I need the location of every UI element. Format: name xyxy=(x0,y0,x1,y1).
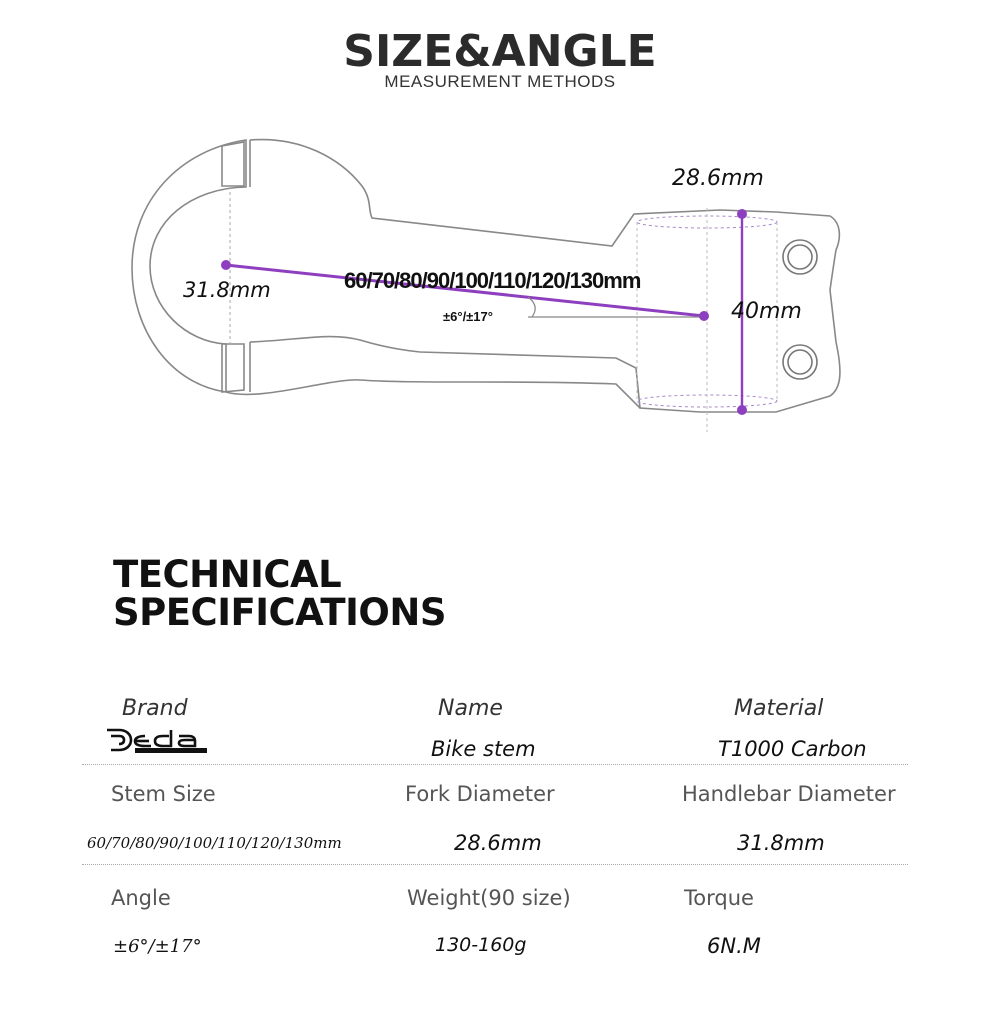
specs-title xyxy=(113,553,446,634)
weight-label: Weight(90 size) xyxy=(407,886,571,910)
angle-arc xyxy=(528,297,535,317)
angle-label: ±6°/±17° xyxy=(443,309,493,324)
stem-body-bottom xyxy=(226,380,640,408)
brand-label: Brand xyxy=(122,696,188,721)
divider xyxy=(82,764,908,765)
stem-length-label: 60/70/80/90/100/110/120/130mm xyxy=(344,268,641,293)
name-value: Bike stem xyxy=(431,737,536,761)
deda-logo xyxy=(105,726,209,754)
torque-value: 6N.M xyxy=(707,934,761,958)
steerer-guides xyxy=(230,186,777,432)
divider xyxy=(82,864,908,865)
handlebar-diameter-value: 31.8mm xyxy=(737,831,825,855)
angle-spec-label: Angle xyxy=(111,886,171,910)
fork-diameter-value: 28.6mm xyxy=(454,831,542,855)
fork-diameter-spec-label: Fork Diameter xyxy=(405,782,555,806)
specs-title-line2: SPECIFICATIONS xyxy=(113,591,446,634)
torque-label: Torque xyxy=(684,886,754,910)
stem-diagram xyxy=(0,120,1000,440)
handlebar-diameter-spec-label: Handlebar Diameter xyxy=(682,782,896,806)
material-value: T1000 Carbon xyxy=(718,737,867,761)
page-subtitle: MEASUREMENT METHODS xyxy=(384,72,616,91)
weight-value: 130-160g xyxy=(435,934,527,956)
material-label: Material xyxy=(734,696,824,721)
stem-size-value: 60/70/80/90/100/110/120/130mm xyxy=(87,834,342,852)
page-title: SIZE&ANGLE xyxy=(343,26,657,77)
handlebar-diameter-label: 31.8mm xyxy=(183,278,271,302)
stack-height-label: 40mm xyxy=(731,299,802,324)
stem-body-lower xyxy=(250,337,840,412)
faceplate-upper xyxy=(222,142,244,186)
fork-diameter-label: 28.6mm xyxy=(672,166,764,191)
specs-title-line1: TECHNICAL xyxy=(113,553,342,596)
stem-size-label: Stem Size xyxy=(111,782,216,806)
name-label: Name xyxy=(438,696,503,721)
angle-value: ±6°/±17° xyxy=(113,936,202,957)
